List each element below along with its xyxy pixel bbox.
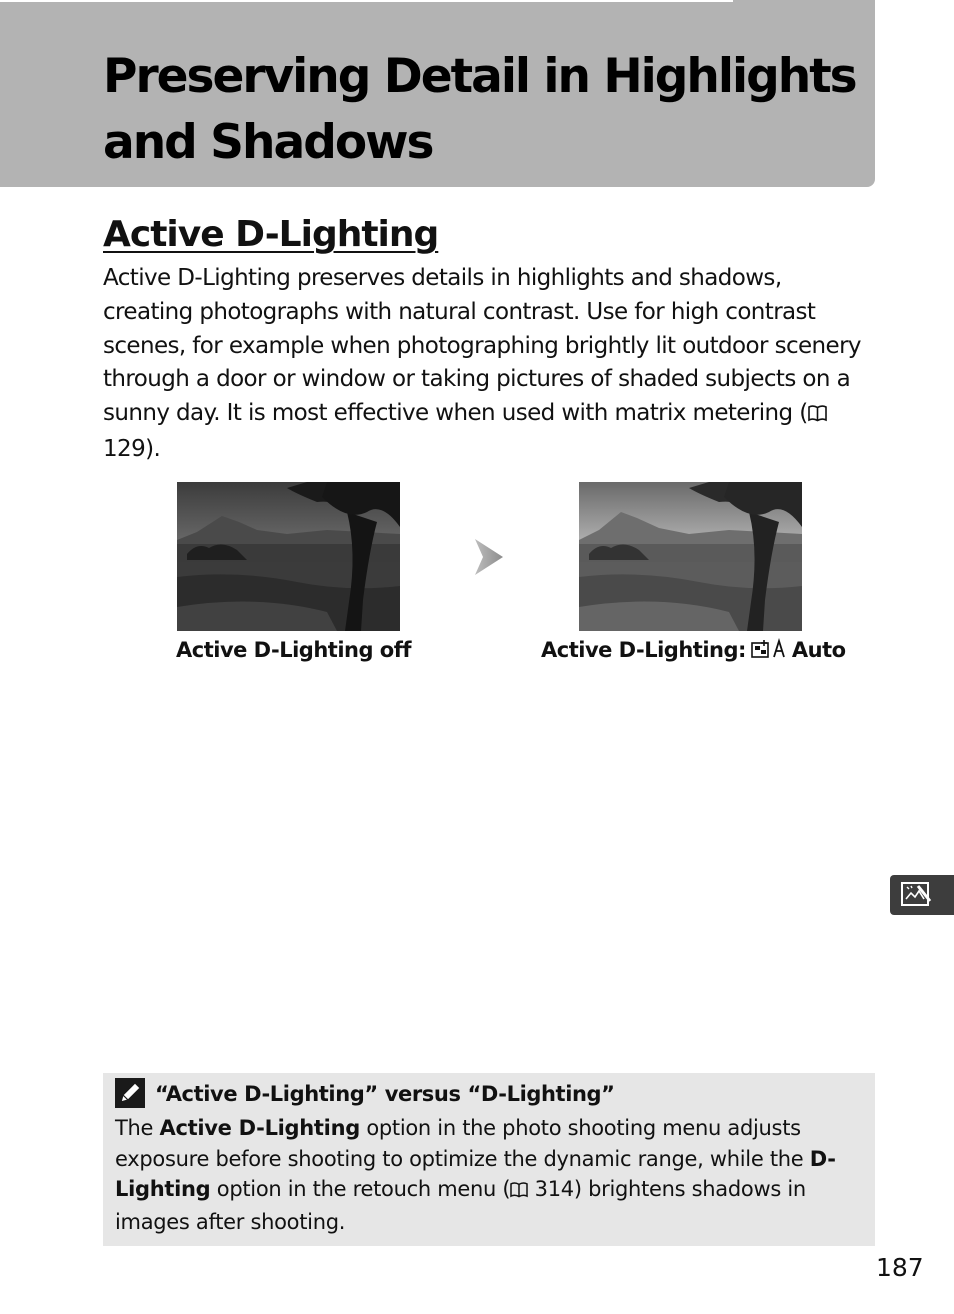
book-reference-icon bbox=[510, 1176, 528, 1207]
arrow-icon bbox=[473, 537, 505, 581]
intro-page-ref: 129 bbox=[103, 435, 146, 462]
chapter-banner bbox=[0, 0, 875, 187]
photo-adl-auto bbox=[579, 482, 802, 631]
chapter-title: Preserving Detail in Highlights and Shadows bbox=[103, 49, 856, 170]
caption-adl-auto-prefix: Active D-Lighting: bbox=[541, 638, 746, 662]
note-text-4: ) brightens shadows in images after shooting. bbox=[115, 1177, 806, 1234]
retouch-menu-icon bbox=[890, 875, 954, 915]
book-reference-icon bbox=[808, 399, 827, 433]
intro-paragraph bbox=[103, 262, 873, 467]
caption-adl-off: Active D-Lighting off bbox=[176, 638, 412, 662]
note-text-3: option in the retouch menu ( bbox=[210, 1177, 511, 1201]
active-d-lighting-auto-icon bbox=[750, 638, 790, 667]
banner-top-line bbox=[0, 0, 733, 2]
note-text-2: option in the photo shooting menu adjusts exposure before shooting to optimize the dynamic range, while the bbox=[115, 1116, 810, 1171]
section-title: Active D-Lighting bbox=[103, 214, 439, 255]
note-bold-d-lighting: D-Lighting bbox=[115, 1146, 836, 1201]
pencil-note-icon bbox=[115, 1078, 145, 1112]
caption-adl-auto-suffix: Auto bbox=[791, 638, 846, 662]
chapter-tab[interactable] bbox=[890, 875, 954, 915]
note-box bbox=[103, 1073, 875, 1246]
intro-text-end: ). bbox=[145, 435, 161, 462]
photo-adl-off bbox=[177, 482, 400, 631]
note-page-ref: 314 bbox=[528, 1177, 574, 1201]
note-body bbox=[115, 1113, 867, 1237]
caption-adl-auto bbox=[541, 636, 846, 667]
note-title: “Active D-Lighting” versus “D-Lighting” bbox=[155, 1082, 615, 1106]
intro-text: Active D-Lighting preserves details in highlights and shadows, creating photographs with natural contrast. Use for high contrast scenes, for example when photographing brightly lit outdoor scenery through a door or window or taking pictures of shaded subjects on a sunny day. It is most effective when used with matrix metering ( bbox=[103, 265, 861, 427]
note-bold-active-d-lighting: Active D-Lighting bbox=[159, 1116, 360, 1140]
page-number: 187 bbox=[876, 1253, 924, 1282]
note-text-1: The bbox=[115, 1116, 160, 1140]
